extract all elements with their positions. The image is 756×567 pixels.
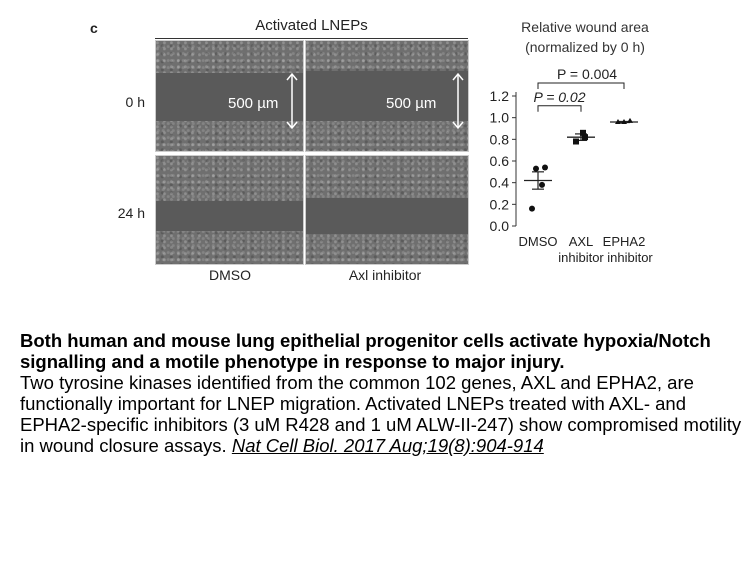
- column-label-dmso: DMSO: [209, 267, 251, 283]
- chart-title-line-1: Relative wound area: [521, 19, 649, 35]
- scale-label: 500 µm: [386, 95, 437, 112]
- row-label-24h: 24 h: [117, 205, 145, 221]
- y-tick-label: 0.0: [489, 218, 509, 234]
- data-point: [582, 134, 588, 140]
- micrograph-dmso-0h: [155, 40, 304, 152]
- y-tick-label: 0.8: [489, 131, 509, 148]
- citation-link[interactable]: Nat Cell Biol. 2017 Aug;19(8):904-914: [231, 435, 544, 456]
- column-label-axl: Axl inhibitor: [348, 267, 422, 283]
- row-label-0h: 0 h: [125, 94, 145, 110]
- group-title: Activated LNEPs: [255, 17, 368, 34]
- caption-body-wrapper: [20, 372, 750, 456]
- x-tick-sublabel: inhibitor: [607, 250, 653, 265]
- x-tick-label: AXL: [568, 234, 594, 249]
- caption-body: Two tyrosine kinases identified from the common 102 genes, AXL and EPHA2, are functionally important for LNEP migration. Activated LNEPs treated with AXL- and EPHA2-specific inhibitors (3 uM R428 and 1 uM ALW-II-247) show compromised motility in wound closure assays.: [20, 372, 742, 456]
- data-point: [533, 166, 539, 172]
- micrograph-dmso-24h: [155, 155, 304, 265]
- micrograph-axl-24h: [305, 155, 469, 265]
- scale-label: 500 µm: [228, 95, 279, 112]
- data-point: [542, 165, 548, 171]
- x-tick-sublabel: inhibitor: [558, 250, 604, 265]
- chart-title-line-2: (normalized by 0 h): [525, 39, 645, 55]
- y-tick-label: 0.4: [489, 174, 509, 191]
- scale-arrow-dmso: [285, 72, 299, 132]
- chart-title: [480, 17, 690, 57]
- x-tick-label: DMSO: [518, 234, 558, 249]
- y-tick-label: 1.0: [489, 109, 509, 126]
- data-point: [539, 182, 545, 188]
- p-value-annotation: P = 0.004: [556, 66, 618, 82]
- caption-title: Both human and mouse lung epithelial progenitor cells activate hypoxia/Notch signalling and a motile phenotype in response to major injury.: [20, 330, 711, 372]
- data-point: [573, 139, 579, 145]
- x-tick-label: EPHA2: [602, 234, 646, 249]
- p-value-annotation: P = 0.02: [533, 88, 586, 105]
- y-tick-label: 1.2: [489, 88, 509, 104]
- data-point: [529, 206, 535, 212]
- data-point: [627, 118, 633, 123]
- wound-area-chart: [470, 60, 710, 270]
- y-tick-label: 0.6: [489, 153, 509, 169]
- bracket-dmso-axl: [538, 106, 581, 112]
- scale-arrow-axl: [451, 72, 465, 132]
- y-tick-label: 0.2: [489, 196, 509, 213]
- group-title-rule: [155, 38, 468, 39]
- figure-caption: [20, 330, 750, 456]
- panel-letter: c: [90, 20, 98, 36]
- micrograph-axl-0h: [305, 40, 469, 152]
